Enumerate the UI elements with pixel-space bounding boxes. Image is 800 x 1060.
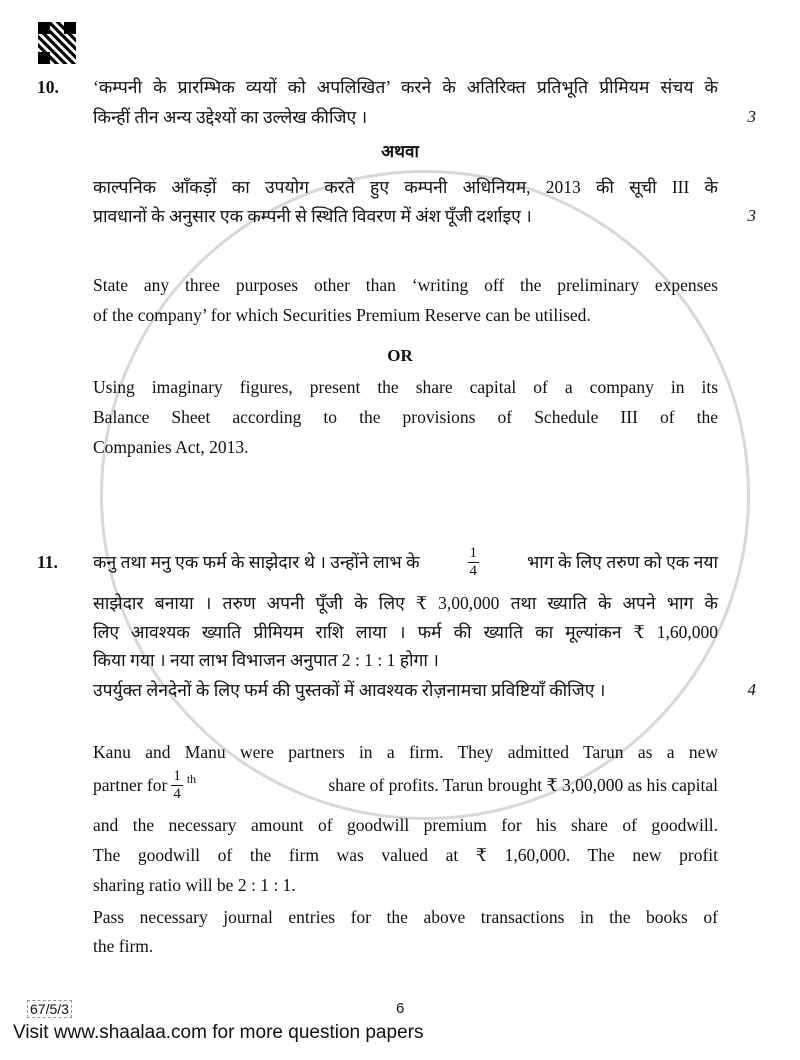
q10-hindi-alt-text: प्रावधानों के अनुसार एक कम्पनी से स्थिति विवरण में अंश पूँजी दर्शाइए । [93, 206, 532, 226]
fraction-denominator: 4 [469, 562, 478, 579]
q11-english-line: sharing ratio will be 2 : 1 : 1. [93, 875, 296, 895]
q10-english-alt-line: Using imaginary figures, present the share capital of a company in its [93, 377, 718, 397]
question-number: 11. [37, 552, 58, 572]
q11-hindi-text: उपर्युक्त लेनदेनों के लिए फर्म की पुस्तकों में आवश्यक रोज़नामचा प्रविष्टियाँ कीजिए । [93, 680, 606, 700]
fraction-numerator: 1 [469, 544, 478, 561]
fraction [171, 768, 183, 803]
q11-english-text: share of profits. Tarun brought ₹ 3,00,000 as his capital [328, 775, 718, 795]
q11-english-line: The goodwill of the firm was valued at ₹ 1,60,000. The new profit [93, 845, 718, 865]
q11-english-line: and the necessary amount of goodwill premium for his share of goodwill. [93, 815, 718, 835]
q10-hindi-line [37, 76, 718, 98]
question-number: 10. [37, 77, 59, 97]
q11-english-text: partner for [93, 775, 168, 795]
q11-hindi-line [37, 542, 718, 582]
q10-hindi-alt-line [93, 205, 756, 227]
q11-hindi-line: साझेदार बनाया । तरुण अपनी पूँजी के लिए ₹ 3,00,000 तथा ख्याति के अपने भाग के [93, 593, 718, 613]
q11-hindi-text: भाग के लिए तरुण को एक नया [526, 552, 718, 572]
q10-hindi-text: ‘कम्पनी के प्रारम्भिक व्ययों को अपलिखित’ करने के अतिरिक्त प्रतिभूति प्रीमियम संचय के [93, 77, 718, 97]
q10-english-alt-line: Companies Act, 2013. [93, 437, 249, 457]
visit-link-text: Visit www.shaalaa.com for more question papers [13, 1022, 424, 1043]
fraction-numerator: 1 [173, 767, 181, 784]
q11-english-line [93, 765, 718, 805]
marks: 3 [747, 107, 756, 126]
q11-english-line: Pass necessary journal entries for the above transactions in the books of [93, 907, 718, 927]
superscript: th [186, 772, 197, 786]
q10-english-alt-line: Balance Sheet according to the provisions of Schedule III of the [93, 407, 718, 427]
footer [0, 1000, 800, 1020]
q11-hindi-line: किया गया । नया लाभ विभाजन अनुपात 2 : 1 : 1 होगा । [93, 650, 439, 670]
q10-english-line: of the company’ for which Securities Premium Reserve can be utilised. [93, 305, 591, 325]
q11-hindi-line: लिए आवश्यक ख्याति प्रीमियम राशि लाया । फर्म की ख्याति का मूल्यांकन ₹ 1,60,000 [93, 622, 718, 642]
q10-hindi-alt-line: काल्पनिक आँकड़ों का उपयोग करते हुए कम्पनी अधिनियम, 2013 की सूची III के [93, 177, 718, 197]
or-hindi: अथवा [381, 142, 419, 161]
paper-code: 67/5/3 [27, 1000, 72, 1018]
page-number: 6 [396, 1000, 405, 1017]
marks: 3 [747, 206, 756, 225]
or-english: OR [387, 346, 413, 365]
q11-english-line: Kanu and Manu were partners in a firm. They admitted Tarun as a new [93, 742, 718, 762]
q10-hindi-line [93, 106, 756, 128]
q11-hindi-text: कनु तथा मनु एक फर्म के साझेदार थे । उन्होंने लाभ के [93, 552, 420, 572]
fraction-denominator: 4 [173, 785, 181, 802]
q10-hindi-text: किन्हीं तीन अन्य उद्देश्यों का उल्लेख कीजिए । [93, 107, 368, 127]
q11-english-line: the firm. [93, 936, 154, 956]
q11-hindi-line [93, 679, 756, 701]
marks: 4 [747, 680, 756, 699]
q10-english-line: State any three purposes other than ‘writing off the preliminary expenses [93, 275, 718, 295]
fraction [468, 545, 480, 580]
